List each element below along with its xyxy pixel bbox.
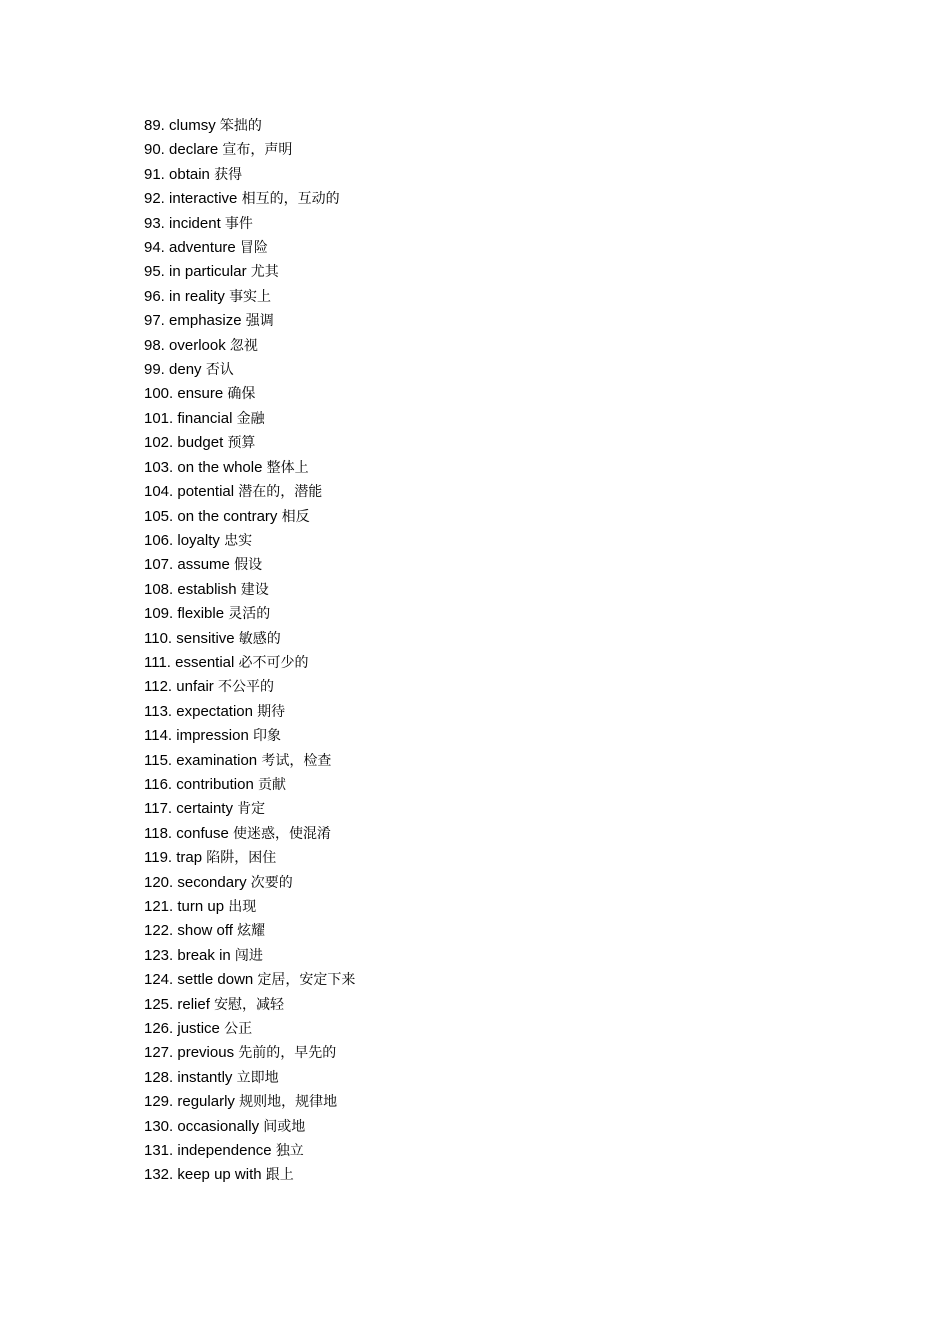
entry-number: 107. bbox=[144, 556, 174, 574]
english-term: obtain bbox=[169, 165, 210, 183]
english-term: budget bbox=[177, 434, 224, 452]
vocab-entry bbox=[144, 358, 355, 382]
vocab-entry bbox=[144, 1163, 355, 1187]
vocab-entry bbox=[144, 1139, 355, 1163]
english-term: deny bbox=[169, 361, 202, 379]
english-term: impression bbox=[176, 727, 249, 745]
entry-number: 89. bbox=[144, 117, 165, 134]
chinese-meaning: 金融 bbox=[236, 410, 265, 427]
chinese-meaning: 强调 bbox=[245, 313, 274, 330]
entry-number: 108. bbox=[144, 580, 174, 598]
entry-number: 105. bbox=[144, 507, 174, 525]
chinese-meaning: 定居，安定下来 bbox=[257, 972, 356, 989]
english-term: relief bbox=[177, 995, 210, 1013]
english-term: justice bbox=[177, 1020, 220, 1038]
entry-number: 106. bbox=[144, 531, 174, 549]
english-term: ensure bbox=[177, 385, 224, 403]
entry-number: 125. bbox=[144, 995, 174, 1013]
chinese-meaning: 笨拙的 bbox=[219, 118, 262, 134]
english-term: turn up bbox=[177, 898, 225, 915]
vocab-entry bbox=[144, 968, 355, 992]
chinese-meaning: 贡献 bbox=[258, 776, 286, 793]
entry-number: 115. bbox=[144, 751, 173, 769]
entry-number: 119. bbox=[144, 849, 173, 867]
entry-number: 121. bbox=[144, 898, 174, 915]
entry-number: 104. bbox=[144, 483, 174, 501]
vocab-entry bbox=[144, 431, 355, 455]
english-term: overlook bbox=[169, 336, 226, 354]
chinese-meaning: 不公平的 bbox=[217, 679, 274, 696]
english-term: certainty bbox=[176, 800, 233, 818]
chinese-meaning: 忽视 bbox=[229, 337, 258, 354]
english-term: potential bbox=[177, 483, 235, 501]
english-term: in reality bbox=[169, 287, 225, 305]
entry-number: 110. bbox=[144, 629, 173, 647]
english-term: trap bbox=[176, 849, 203, 867]
vocab-entry bbox=[144, 944, 355, 968]
vocab-entry bbox=[144, 1017, 355, 1041]
chinese-meaning: 事实上 bbox=[229, 288, 272, 305]
chinese-meaning: 预算 bbox=[227, 435, 256, 452]
entry-number: 131. bbox=[144, 1142, 174, 1160]
chinese-meaning: 先前的，早先的 bbox=[238, 1045, 337, 1062]
vocab-entry bbox=[144, 138, 355, 162]
entry-number: 120. bbox=[144, 873, 174, 891]
entry-number: 101. bbox=[144, 409, 174, 427]
english-term: confuse bbox=[176, 824, 229, 842]
chinese-meaning: 冒险 bbox=[239, 240, 268, 257]
chinese-meaning: 陷阱，困住 bbox=[206, 850, 277, 867]
entry-number: 109. bbox=[144, 605, 174, 623]
entry-number: 96. bbox=[144, 287, 165, 305]
english-term: examination bbox=[176, 751, 258, 769]
entry-number: 132. bbox=[144, 1166, 174, 1184]
vocab-entry bbox=[144, 1115, 355, 1139]
vocab-entry bbox=[144, 1041, 355, 1065]
english-term: independence bbox=[177, 1142, 272, 1160]
vocab-entry bbox=[144, 578, 355, 602]
entry-number: 95. bbox=[144, 263, 165, 281]
entry-number: 130. bbox=[144, 1117, 174, 1135]
chinese-meaning: 跟上 bbox=[265, 1167, 294, 1184]
english-term: occasionally bbox=[177, 1117, 260, 1135]
vocab-entry bbox=[144, 163, 355, 187]
english-term: unfair bbox=[176, 678, 214, 696]
english-term: on the contrary bbox=[177, 507, 278, 525]
vocab-entry bbox=[144, 749, 355, 773]
english-term: secondary bbox=[177, 873, 247, 891]
chinese-meaning: 公正 bbox=[224, 1021, 253, 1038]
chinese-meaning: 出现 bbox=[228, 899, 257, 915]
chinese-meaning: 考试，检查 bbox=[261, 752, 332, 769]
english-term: on the whole bbox=[177, 458, 263, 476]
english-term: financial bbox=[177, 409, 233, 427]
english-term: incident bbox=[169, 214, 221, 232]
chinese-meaning: 假设 bbox=[234, 557, 263, 574]
vocab-entry bbox=[144, 236, 355, 260]
entry-number: 123. bbox=[144, 946, 174, 964]
vocab-entry bbox=[144, 260, 355, 284]
vocab-entry bbox=[144, 1066, 355, 1090]
chinese-meaning: 相互的，互动的 bbox=[241, 191, 340, 208]
english-term: interactive bbox=[169, 190, 238, 208]
chinese-meaning: 立即地 bbox=[236, 1069, 279, 1086]
vocab-entry bbox=[144, 407, 355, 431]
entry-number: 116. bbox=[144, 775, 173, 793]
entry-number: 94. bbox=[144, 239, 165, 257]
entry-number: 100. bbox=[144, 385, 174, 403]
entry-number: 127. bbox=[144, 1044, 174, 1062]
english-term: establish bbox=[177, 580, 237, 598]
chinese-meaning: 忠实 bbox=[224, 532, 253, 549]
chinese-meaning: 否认 bbox=[205, 362, 234, 379]
entry-number: 92. bbox=[144, 190, 165, 208]
english-term: break in bbox=[177, 946, 231, 964]
chinese-meaning: 敏感的 bbox=[238, 630, 281, 647]
chinese-meaning: 印象 bbox=[252, 728, 281, 745]
chinese-meaning: 获得 bbox=[214, 166, 243, 183]
vocab-entry bbox=[144, 529, 355, 553]
vocab-entry bbox=[144, 285, 355, 309]
chinese-meaning: 宣布，声明 bbox=[222, 142, 293, 159]
vocab-entry bbox=[144, 114, 355, 138]
vocab-entry bbox=[144, 382, 355, 406]
english-term: emphasize bbox=[169, 312, 242, 330]
entry-number: 103. bbox=[144, 458, 174, 476]
vocab-entry bbox=[144, 700, 355, 724]
vocab-entry bbox=[144, 334, 355, 358]
chinese-meaning: 事件 bbox=[224, 215, 253, 232]
entry-number: 99. bbox=[144, 361, 165, 379]
entry-number: 126. bbox=[144, 1020, 174, 1038]
english-term: instantly bbox=[177, 1068, 233, 1086]
entry-number: 128. bbox=[144, 1068, 174, 1086]
english-term: declare bbox=[169, 141, 219, 159]
vocab-entry bbox=[144, 675, 355, 699]
entry-number: 118. bbox=[144, 824, 173, 842]
vocab-entry bbox=[144, 187, 355, 211]
entry-number: 111. bbox=[144, 653, 171, 671]
english-term: flexible bbox=[177, 605, 225, 623]
chinese-meaning: 安慰，减轻 bbox=[214, 996, 285, 1013]
chinese-meaning: 整体上 bbox=[266, 459, 309, 476]
english-term: show off bbox=[177, 922, 233, 940]
english-term: essential bbox=[175, 653, 235, 671]
entry-number: 113. bbox=[144, 702, 173, 720]
english-term: loyalty bbox=[177, 531, 220, 549]
vocab-entry bbox=[144, 553, 355, 577]
vocab-entry bbox=[144, 822, 355, 846]
chinese-meaning: 尤其 bbox=[250, 264, 279, 281]
vocab-entry bbox=[144, 480, 355, 504]
english-term: adventure bbox=[169, 239, 236, 257]
entry-number: 91. bbox=[144, 165, 165, 183]
vocab-entry bbox=[144, 724, 355, 748]
english-term: contribution bbox=[176, 775, 254, 793]
vocab-entry bbox=[144, 651, 355, 675]
vocab-entry bbox=[144, 846, 355, 870]
vocab-entry bbox=[144, 456, 355, 480]
vocab-entry bbox=[144, 871, 355, 895]
entry-number: 98. bbox=[144, 336, 165, 354]
vocab-entry bbox=[144, 602, 355, 626]
chinese-meaning: 建设 bbox=[240, 581, 269, 598]
chinese-meaning: 灵活的 bbox=[228, 606, 271, 623]
vocab-entry bbox=[144, 309, 355, 333]
chinese-meaning: 炫耀 bbox=[237, 923, 266, 940]
vocab-entry bbox=[144, 993, 355, 1017]
english-term: previous bbox=[177, 1044, 235, 1062]
chinese-meaning: 肯定 bbox=[237, 801, 266, 818]
vocab-entry bbox=[144, 797, 355, 821]
vocab-entry bbox=[144, 505, 355, 529]
entry-number: 102. bbox=[144, 434, 174, 452]
chinese-meaning: 必不可少的 bbox=[238, 654, 309, 671]
vocabulary-list bbox=[144, 114, 355, 1188]
chinese-meaning: 间或地 bbox=[263, 1118, 306, 1135]
english-term: clumsy bbox=[169, 117, 216, 134]
english-term: regularly bbox=[177, 1093, 235, 1111]
chinese-meaning: 独立 bbox=[275, 1143, 304, 1160]
chinese-meaning: 闯进 bbox=[234, 947, 263, 964]
entry-number: 122. bbox=[144, 922, 174, 940]
english-term: sensitive bbox=[176, 629, 235, 647]
chinese-meaning: 规则地，规律地 bbox=[239, 1094, 338, 1111]
entry-number: 129. bbox=[144, 1093, 174, 1111]
vocab-entry bbox=[144, 1090, 355, 1114]
english-term: expectation bbox=[176, 702, 253, 720]
chinese-meaning: 使迷惑，使混淆 bbox=[232, 825, 331, 842]
english-term: in particular bbox=[169, 263, 247, 281]
chinese-meaning: 次要的 bbox=[250, 874, 293, 891]
vocab-entry bbox=[144, 212, 355, 236]
chinese-meaning: 相反 bbox=[281, 508, 310, 525]
vocab-entry bbox=[144, 895, 355, 919]
entry-number: 124. bbox=[144, 971, 174, 989]
english-term: settle down bbox=[177, 971, 254, 989]
chinese-meaning: 期待 bbox=[257, 703, 286, 720]
vocab-entry bbox=[144, 627, 355, 651]
entry-number: 97. bbox=[144, 312, 165, 330]
chinese-meaning: 确保 bbox=[227, 386, 256, 403]
entry-number: 117. bbox=[144, 800, 173, 818]
entry-number: 114. bbox=[144, 727, 173, 745]
entry-number: 93. bbox=[144, 214, 165, 232]
english-term: keep up with bbox=[177, 1166, 262, 1184]
vocab-entry bbox=[144, 773, 355, 797]
english-term: assume bbox=[177, 556, 230, 574]
entry-number: 112. bbox=[144, 678, 173, 696]
vocab-entry bbox=[144, 919, 355, 943]
entry-number: 90. bbox=[144, 141, 165, 159]
chinese-meaning: 潜在的，潜能 bbox=[238, 484, 323, 501]
